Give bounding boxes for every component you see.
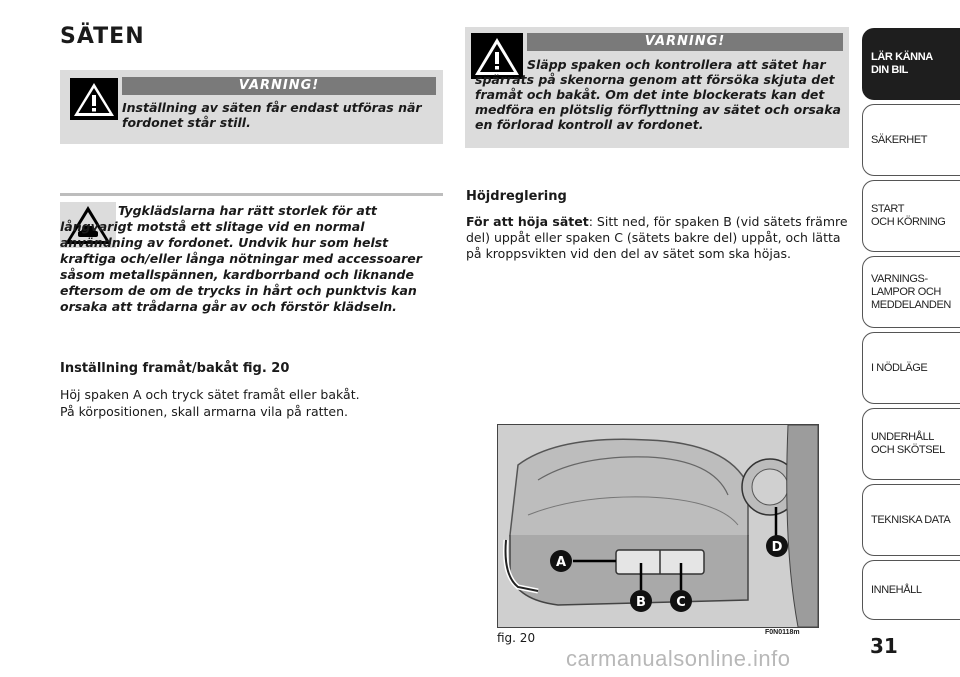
note-text: Tygklädslarna har rätt storlek för att långvarigt motstå ett slitage vid en normal användning av fordonet. Undvik hur som helst kraftiga och/eller långa nötningar med accessoarer såsom metallspännen, kardborrband och liknande eftersom de om de trycks in hårt och punktvis kan orsaka att trådarna går av och förstör klädseln. <box>60 203 422 314</box>
tab-tekniska-data[interactable] <box>862 484 960 556</box>
tab-label: START OCH KÖRNING <box>871 203 946 228</box>
warning-text: Släpp spaken och kontrollera att sätet har spärrats på skenorna genom att försöka skjuta det framåt och bakåt. Om det inte blockerats kan det medföra en plötslig förflyttning av sätet och orsaka en förlorad kontroll av fordonet. <box>475 57 841 132</box>
tab-label: I NÖDLÄGE <box>871 361 928 374</box>
tab-label: UNDERHÅLL OCH SKÖTSEL <box>871 431 945 456</box>
tab-sakerhet[interactable] <box>862 104 960 176</box>
label-d: D <box>771 540 783 555</box>
tab-label: TEKNISKA DATA <box>871 513 951 526</box>
section-heading-height: Höjdreglering <box>466 189 567 204</box>
figure-caption: fig. 20 <box>497 631 536 645</box>
tab-lar-kanna[interactable] <box>862 28 960 100</box>
tab-start[interactable] <box>862 180 960 252</box>
tab-i-nodlage[interactable] <box>862 332 960 404</box>
warning-header: VARNING! <box>527 33 843 51</box>
figure-code: F0N0118m <box>765 629 800 636</box>
tab-label: INNEHÅLL <box>871 583 922 596</box>
figure-seat-illustration <box>497 424 819 628</box>
warning-header: VARNING! <box>122 77 436 95</box>
warning-triangle-icon <box>70 78 118 120</box>
warning-box-left <box>60 70 443 144</box>
warning-box-right <box>465 27 849 148</box>
note-divider <box>60 193 443 196</box>
watermark: carmanualsonline.info <box>566 646 791 671</box>
page-number: 31 <box>870 634 898 658</box>
tab-label: LÄR KÄNNA DIN BIL <box>871 51 933 76</box>
label-b: B <box>636 595 646 610</box>
tab-label: VARNINGS- LAMPOR OCH MEDDELANDEN <box>871 272 951 311</box>
body-line: På körpositionen, skall armarna vila på ratten. <box>60 404 348 419</box>
label-a: A <box>555 555 567 570</box>
tab-underhall[interactable] <box>862 408 960 480</box>
tab-innehall[interactable] <box>862 560 960 620</box>
section-heading-fwd: Inställning framåt/bakåt fig. 20 <box>60 361 290 376</box>
height-lead: För att höja sätet <box>466 214 589 229</box>
label-c: C <box>676 595 686 610</box>
tab-label: SÄKERHET <box>871 133 928 146</box>
body-line: Höj spaken A och tryck sätet framåt eller bakåt. <box>60 387 360 402</box>
tab-varningslampor[interactable] <box>862 256 960 328</box>
warning-text: Inställning av säten får endast utföras när fordonet står still. <box>122 100 422 130</box>
page-title: SÄTEN <box>60 24 145 49</box>
height-text: : Sitt ned, för spaken B (vid sätets främre del) uppåt eller spaken C (sätets bakre del) uppåt, och lätta på kroppsvikten vid den del av sätet som ska höjas. <box>466 214 848 261</box>
height-body <box>466 214 850 262</box>
